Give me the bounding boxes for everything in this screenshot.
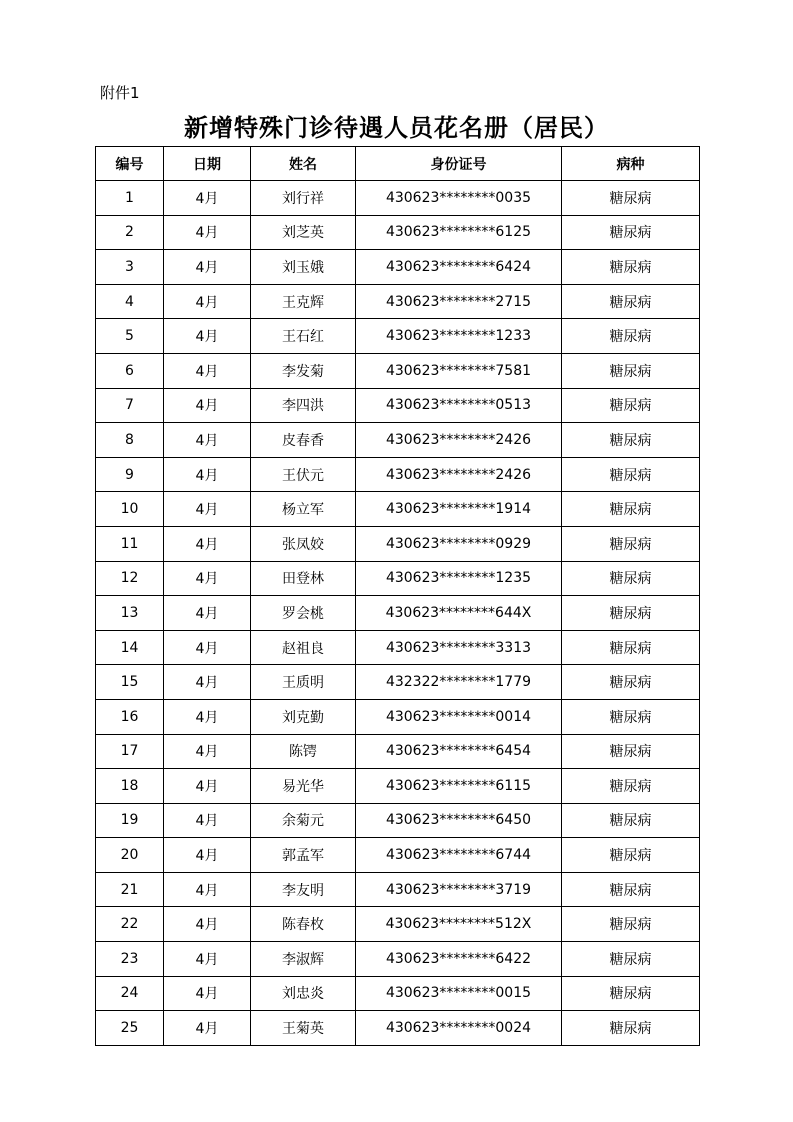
cell-date: 4月: [164, 872, 251, 907]
table-row: [96, 215, 700, 250]
cell-id-number: 430623********6450: [356, 803, 562, 838]
cell-date: 4月: [164, 284, 251, 319]
cell-date: 4月: [164, 250, 251, 285]
cell-date: 4月: [164, 907, 251, 942]
table-header-row: [96, 147, 700, 181]
cell-id-number: 430623********2715: [356, 284, 562, 319]
cell-number: 11: [96, 526, 164, 561]
cell-number: 15: [96, 665, 164, 700]
cell-disease: 糖尿病: [562, 838, 700, 873]
cell-id-number: 430623********0024: [356, 1011, 562, 1046]
cell-number: 25: [96, 1011, 164, 1046]
cell-number: 10: [96, 492, 164, 527]
cell-id-number: 430623********2426: [356, 457, 562, 492]
cell-disease: 糖尿病: [562, 872, 700, 907]
cell-number: 5: [96, 319, 164, 354]
roster-table: [95, 146, 700, 1046]
cell-number: 18: [96, 769, 164, 804]
cell-id-number: 430623********2426: [356, 423, 562, 458]
cell-number: 13: [96, 596, 164, 631]
cell-id-number: 430623********1914: [356, 492, 562, 527]
cell-date: 4月: [164, 457, 251, 492]
cell-name: 刘行祥: [251, 181, 356, 216]
cell-id-number: 430623********1233: [356, 319, 562, 354]
header-id-number: 身份证号: [356, 147, 562, 181]
cell-name: 李淑辉: [251, 942, 356, 977]
cell-number: 6: [96, 353, 164, 388]
cell-name: 余菊元: [251, 803, 356, 838]
cell-disease: 糖尿病: [562, 630, 700, 665]
cell-name: 李四洪: [251, 388, 356, 423]
cell-disease: 糖尿病: [562, 388, 700, 423]
cell-disease: 糖尿病: [562, 215, 700, 250]
table-row: [96, 284, 700, 319]
cell-number: 4: [96, 284, 164, 319]
table-row: [96, 353, 700, 388]
cell-name: 王石红: [251, 319, 356, 354]
cell-date: 4月: [164, 942, 251, 977]
cell-name: 刘玉娥: [251, 250, 356, 285]
cell-disease: 糖尿病: [562, 769, 700, 804]
cell-id-number: 430623********0035: [356, 181, 562, 216]
cell-name: 刘忠炎: [251, 976, 356, 1011]
cell-disease: 糖尿病: [562, 699, 700, 734]
cell-date: 4月: [164, 838, 251, 873]
cell-date: 4月: [164, 734, 251, 769]
cell-name: 田登林: [251, 561, 356, 596]
cell-date: 4月: [164, 181, 251, 216]
header-name: 姓名: [251, 147, 356, 181]
cell-number: 22: [96, 907, 164, 942]
cell-disease: 糖尿病: [562, 907, 700, 942]
cell-number: 24: [96, 976, 164, 1011]
cell-date: 4月: [164, 353, 251, 388]
cell-disease: 糖尿病: [562, 181, 700, 216]
cell-date: 4月: [164, 596, 251, 631]
cell-id-number: 430623********3313: [356, 630, 562, 665]
table-row: [96, 734, 700, 769]
cell-number: 9: [96, 457, 164, 492]
cell-id-number: 430623********6454: [356, 734, 562, 769]
cell-id-number: 430623********6422: [356, 942, 562, 977]
cell-id-number: 430623********0014: [356, 699, 562, 734]
cell-name: 刘芝英: [251, 215, 356, 250]
cell-disease: 糖尿病: [562, 526, 700, 561]
cell-number: 17: [96, 734, 164, 769]
cell-date: 4月: [164, 423, 251, 458]
cell-name: 易光华: [251, 769, 356, 804]
cell-id-number: 432322********1779: [356, 665, 562, 700]
cell-disease: 糖尿病: [562, 942, 700, 977]
attachment-label: 附件1: [100, 84, 140, 102]
table-row: [96, 907, 700, 942]
cell-number: 19: [96, 803, 164, 838]
table-row: [96, 526, 700, 561]
cell-disease: 糖尿病: [562, 250, 700, 285]
cell-name: 罗会桃: [251, 596, 356, 631]
cell-disease: 糖尿病: [562, 423, 700, 458]
cell-id-number: 430623********6115: [356, 769, 562, 804]
header-number: 编号: [96, 147, 164, 181]
cell-id-number: 430623********7581: [356, 353, 562, 388]
cell-date: 4月: [164, 769, 251, 804]
table-row: [96, 769, 700, 804]
cell-name: 李发菊: [251, 353, 356, 388]
cell-name: 王质明: [251, 665, 356, 700]
cell-date: 4月: [164, 976, 251, 1011]
table-row: [96, 492, 700, 527]
table-row: [96, 388, 700, 423]
cell-name: 赵祖良: [251, 630, 356, 665]
cell-disease: 糖尿病: [562, 1011, 700, 1046]
cell-name: 李友明: [251, 872, 356, 907]
table-row: [96, 872, 700, 907]
cell-number: 12: [96, 561, 164, 596]
table-row: [96, 596, 700, 631]
table-row: [96, 803, 700, 838]
cell-number: 3: [96, 250, 164, 285]
cell-date: 4月: [164, 803, 251, 838]
cell-name: 陈锷: [251, 734, 356, 769]
table-row: [96, 699, 700, 734]
cell-name: 杨立军: [251, 492, 356, 527]
cell-date: 4月: [164, 630, 251, 665]
header-date: 日期: [164, 147, 251, 181]
cell-disease: 糖尿病: [562, 284, 700, 319]
cell-name: 郭孟军: [251, 838, 356, 873]
cell-id-number: 430623********512X: [356, 907, 562, 942]
table-row: [96, 561, 700, 596]
cell-number: 2: [96, 215, 164, 250]
cell-id-number: 430623********0513: [356, 388, 562, 423]
cell-date: 4月: [164, 388, 251, 423]
cell-number: 23: [96, 942, 164, 977]
table-row: [96, 630, 700, 665]
cell-id-number: 430623********1235: [356, 561, 562, 596]
cell-name: 陈春枚: [251, 907, 356, 942]
table-row: [96, 838, 700, 873]
cell-date: 4月: [164, 526, 251, 561]
cell-disease: 糖尿病: [562, 803, 700, 838]
cell-name: 皮春香: [251, 423, 356, 458]
cell-disease: 糖尿病: [562, 492, 700, 527]
cell-disease: 糖尿病: [562, 976, 700, 1011]
cell-id-number: 430623********0929: [356, 526, 562, 561]
cell-id-number: 430623********0015: [356, 976, 562, 1011]
table-row: [96, 942, 700, 977]
cell-date: 4月: [164, 215, 251, 250]
cell-number: 20: [96, 838, 164, 873]
cell-name: 王克辉: [251, 284, 356, 319]
cell-date: 4月: [164, 492, 251, 527]
cell-disease: 糖尿病: [562, 353, 700, 388]
cell-name: 王菊英: [251, 1011, 356, 1046]
document-title: 新增特殊门诊待遇人员花名册（居民）: [184, 113, 609, 142]
cell-disease: 糖尿病: [562, 319, 700, 354]
cell-date: 4月: [164, 699, 251, 734]
table-row: [96, 423, 700, 458]
table-row: [96, 181, 700, 216]
cell-id-number: 430623********6125: [356, 215, 562, 250]
cell-disease: 糖尿病: [562, 734, 700, 769]
cell-disease: 糖尿病: [562, 665, 700, 700]
header-disease: 病种: [562, 147, 700, 181]
table-row: [96, 976, 700, 1011]
cell-disease: 糖尿病: [562, 457, 700, 492]
cell-date: 4月: [164, 561, 251, 596]
table-row: [96, 665, 700, 700]
cell-id-number: 430623********644X: [356, 596, 562, 631]
cell-number: 1: [96, 181, 164, 216]
cell-number: 16: [96, 699, 164, 734]
cell-date: 4月: [164, 665, 251, 700]
cell-number: 21: [96, 872, 164, 907]
cell-id-number: 430623********6744: [356, 838, 562, 873]
table-body: [96, 181, 700, 1046]
cell-name: 刘克勤: [251, 699, 356, 734]
cell-disease: 糖尿病: [562, 561, 700, 596]
cell-disease: 糖尿病: [562, 596, 700, 631]
table-row: [96, 1011, 700, 1046]
cell-name: 王伏元: [251, 457, 356, 492]
cell-name: 张凤姣: [251, 526, 356, 561]
cell-id-number: 430623********6424: [356, 250, 562, 285]
cell-date: 4月: [164, 319, 251, 354]
cell-number: 8: [96, 423, 164, 458]
cell-date: 4月: [164, 1011, 251, 1046]
table-row: [96, 457, 700, 492]
table-row: [96, 250, 700, 285]
cell-number: 14: [96, 630, 164, 665]
cell-id-number: 430623********3719: [356, 872, 562, 907]
table-row: [96, 319, 700, 354]
cell-number: 7: [96, 388, 164, 423]
